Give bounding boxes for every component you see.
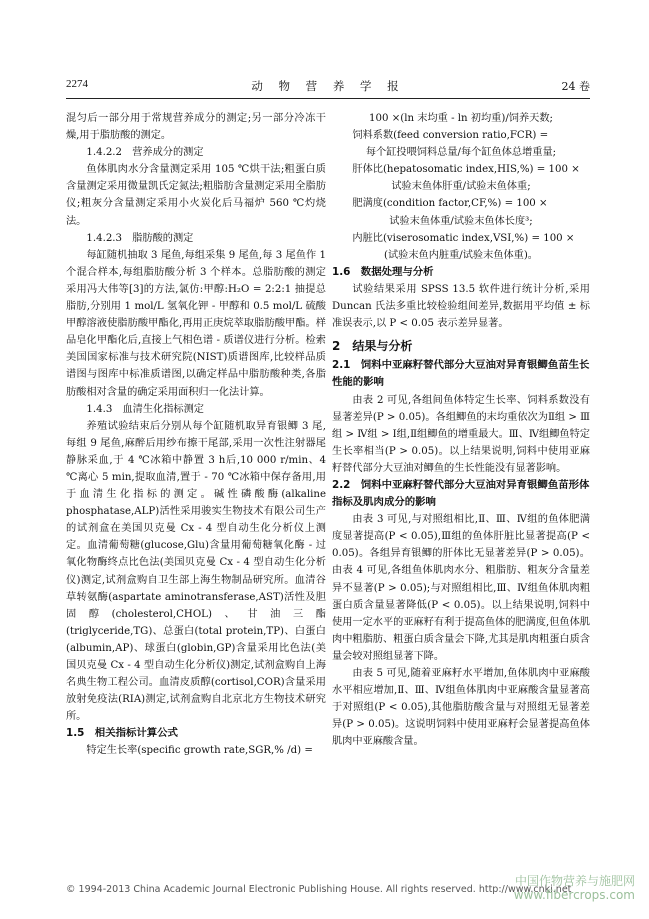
watermark <box>514 874 635 902</box>
left-column <box>66 110 326 760</box>
page-number: 2274 <box>66 78 88 90</box>
section-heading: 1.6 数据处理与分析 <box>332 265 434 278</box>
paragraph: 特定生长率(specific growth rate,SGR,% /d) = <box>86 745 313 757</box>
paragraph: 1.4.3 血清生化指标测定 <box>86 403 204 415</box>
paragraph: 试验结果采用 SPSS 13.5 软件进行统计分析,采用 Duncan 氏法多重比较检验组间差异,数据用平均值 ± 标准误表示,以 P < 0.05 表示差异显著。 <box>332 283 590 330</box>
paragraph: 每缸随机抽取 3 尾鱼,每组采集 9 尾鱼,每 3 尾鱼作 1 个混合样本,每组脂肪酸分析 3 个样本。总脂肪酸的测定采用冯大伟等[3]的方法,氯仿:甲醇:H₂O = 2:2:1 抽提总脂肪,分别用 1 mol/L 氢氧化钾 - 甲醇和 0.5 mol/L 硫酸甲醇溶液使脂肪酸甲酯化,再用正庚烷萃取脂肪酸甲酯。样品皂化甲酯化后,直接上气相色谱 - 质谱仪进行分析。检索美国国家标准与技术研究院(NIST)质谱图库,比较样品质谱图与图库中标准质谱图,以确定样品中脂肪酸种类,各脂肪酸相对含量的确定采用面积归一化法计算。 <box>66 249 326 398</box>
section-heading: 1.5 相关指标计算公式 <box>66 727 178 740</box>
header-rule <box>66 98 590 99</box>
paragraph: 由表 2 可见,各组间鱼体特定生长率、饲料系数没有显著差异(P > 0.05)。各组鲫鱼的末均重依次为Ⅱ组 > Ⅲ组 > Ⅳ组 > Ⅰ组,Ⅱ组鲫鱼的增重最大。Ⅲ、Ⅳ组鲫鱼特定生长率相当(P > 0.05)。以上结果说明,饲料中使用亚麻籽替代部分大豆油对鲫鱼的生长性能没有显著影响。 <box>332 394 590 474</box>
watermark-line-1: 中国作物营养与施肥网 <box>514 874 635 888</box>
running-header <box>66 78 590 96</box>
paragraph: 1.4.2.2 营养成分的测定 <box>86 147 204 159</box>
paragraph: 由表 5 可见,随着亚麻籽水平增加,鱼体肌肉中亚麻酸水平相应增加,Ⅱ、Ⅲ、Ⅳ组鱼体肌肉中亚麻酸含量显著高于对照组(P < 0.05),其他脂肪酸含量与对照组无显著差异(P > 0.05)。这说明饲料中使用亚麻籽会显著提高鱼体肌肉中亚麻酸含量。 <box>332 668 590 748</box>
journal-title: 动 物 营 养 学 报 <box>251 79 405 93</box>
paragraph: 饲料系数(feed conversion ratio,FCR) = <box>352 130 549 142</box>
paragraph: 1.4.2.3 脂肪酸的测定 <box>86 232 194 244</box>
paragraph: 养殖试验结束后分别从每个缸随机取异育银鲫 3 尾,每组 9 尾鱼,麻醉后用纱布擦干尾部,采用一次性注射器尾静脉采血,于 4 ℃冰箱中静置 3 h后,10 000 r/min、4 ℃离心 5 min,提取血清,置于 - 70 ℃冰箱中保存备用,用于血清生化指标的测定。碱性磷酸酶(alkaline phosphatase,ALP)活性采用骏实生物技术有限公司生产的试剂盒在美国贝克曼 Cx - 4 型自动生化分析仪上测定。血清葡萄糖(glucose,Glu)含量用葡萄糖氧化酶 - 过氧化物酶终点比色法(美国贝克曼 Cx - 4 型自动生化分析仪)测定,试剂盒购自卫生部上海生物制品研究所。血清谷草转氨酶(aspartate aminotransferase,AST)活性及胆固醇(cholesterol,CHOL)、甘油三酯(triglyceride,TG)、总蛋白(total protein,TP)、白蛋白(albumin,AP)、球蛋白(globin,GP)含量采用比色法(美国贝克曼 Cx - 4 型自动生化分析仪)测定,试剂盒购自上海名典生物工程公司。血清皮质醇(cortisol,COR)含量采用放射免疫法(RIA)测定,试剂盒购自北京北方生物技术研究所。 <box>66 420 326 723</box>
volume-label: 24 卷 <box>561 80 590 93</box>
right-column <box>332 110 590 750</box>
paragraph: 肥满度(condition factor,CF,%) = 100 × <box>352 198 548 210</box>
paragraph: 100 ×(ln 末均重 - ln 初均重)/饲养天数; <box>369 113 553 124</box>
paragraph: 肝体比(hepatosomatic index,HIS,%) = 100 × <box>352 164 580 176</box>
paragraph: 鱼体肌肉水分含量测定采用 105 ℃烘干法;粗蛋白质含量测定采用微量凯氏定氮法;粗脂肪含量测定采用全脂肪仪;粗灰分含量测定采用小火炭化后马福炉 560 ℃灼烧法。 <box>66 164 326 227</box>
paragraph: (试验末鱼内脏重/试验末鱼体重)。 <box>383 249 538 261</box>
paragraph: 试验末鱼体重/试验末鱼体长度³; <box>389 215 533 227</box>
section-heading: 2.1 饲料中亚麻籽替代部分大豆油对异育银鲫鱼苗生长性能的影响 <box>332 359 590 389</box>
paragraph: 混匀后一部分用于常规营养成分的测定;另一部分冷冻干燥,用于脂肪酸的测定。 <box>66 113 326 142</box>
paragraph: 内脏比(viserosomatic index,VSI,%) = 100 × <box>352 232 575 244</box>
section-heading: 2 结果与分析 <box>332 339 413 354</box>
section-heading: 2.2 饲料中亚麻籽替代部分大豆油对异育银鲫鱼苗形体指标及肌肉成分的影响 <box>332 478 590 509</box>
paragraph: 由表 3 可见,与对照组相比,Ⅱ、Ⅲ、Ⅳ组的鱼体肥满度显著提高(P < 0.05),Ⅲ组的鱼体肝脏比显著提高(P < 0.05)。各组异育银鲫的肝体比无显著差异(P > 0.05)。由表 4 可见,各组鱼体肌肉水分、粗脂肪、粗灰分含量差异不显著(P > 0.05);与对照组相比,Ⅲ、Ⅳ组鱼体肌肉粗蛋白质含量显著降低(P < 0.05)。以上结果说明,饲料中使用一定水平的亚麻籽有利于提高鱼体的肥满度,但鱼体肌肉中粗脂肪、粗蛋白质含量会下降,尤其是肌肉粗蛋白质含量会较对照组显著下降。 <box>332 514 590 662</box>
paragraph: 每个缸投喂饲料总量/每个缸鱼体总增重量; <box>365 147 557 159</box>
watermark-line-2: www.fibercrops.com <box>513 888 635 902</box>
copyright-footer: © 1994-2013 China Academic Journal Electronic Publishing House. All rights reserved. http://www.cnki.net <box>66 884 572 895</box>
paragraph: 试验末鱼体肝重/试验末鱼体重; <box>391 181 531 193</box>
